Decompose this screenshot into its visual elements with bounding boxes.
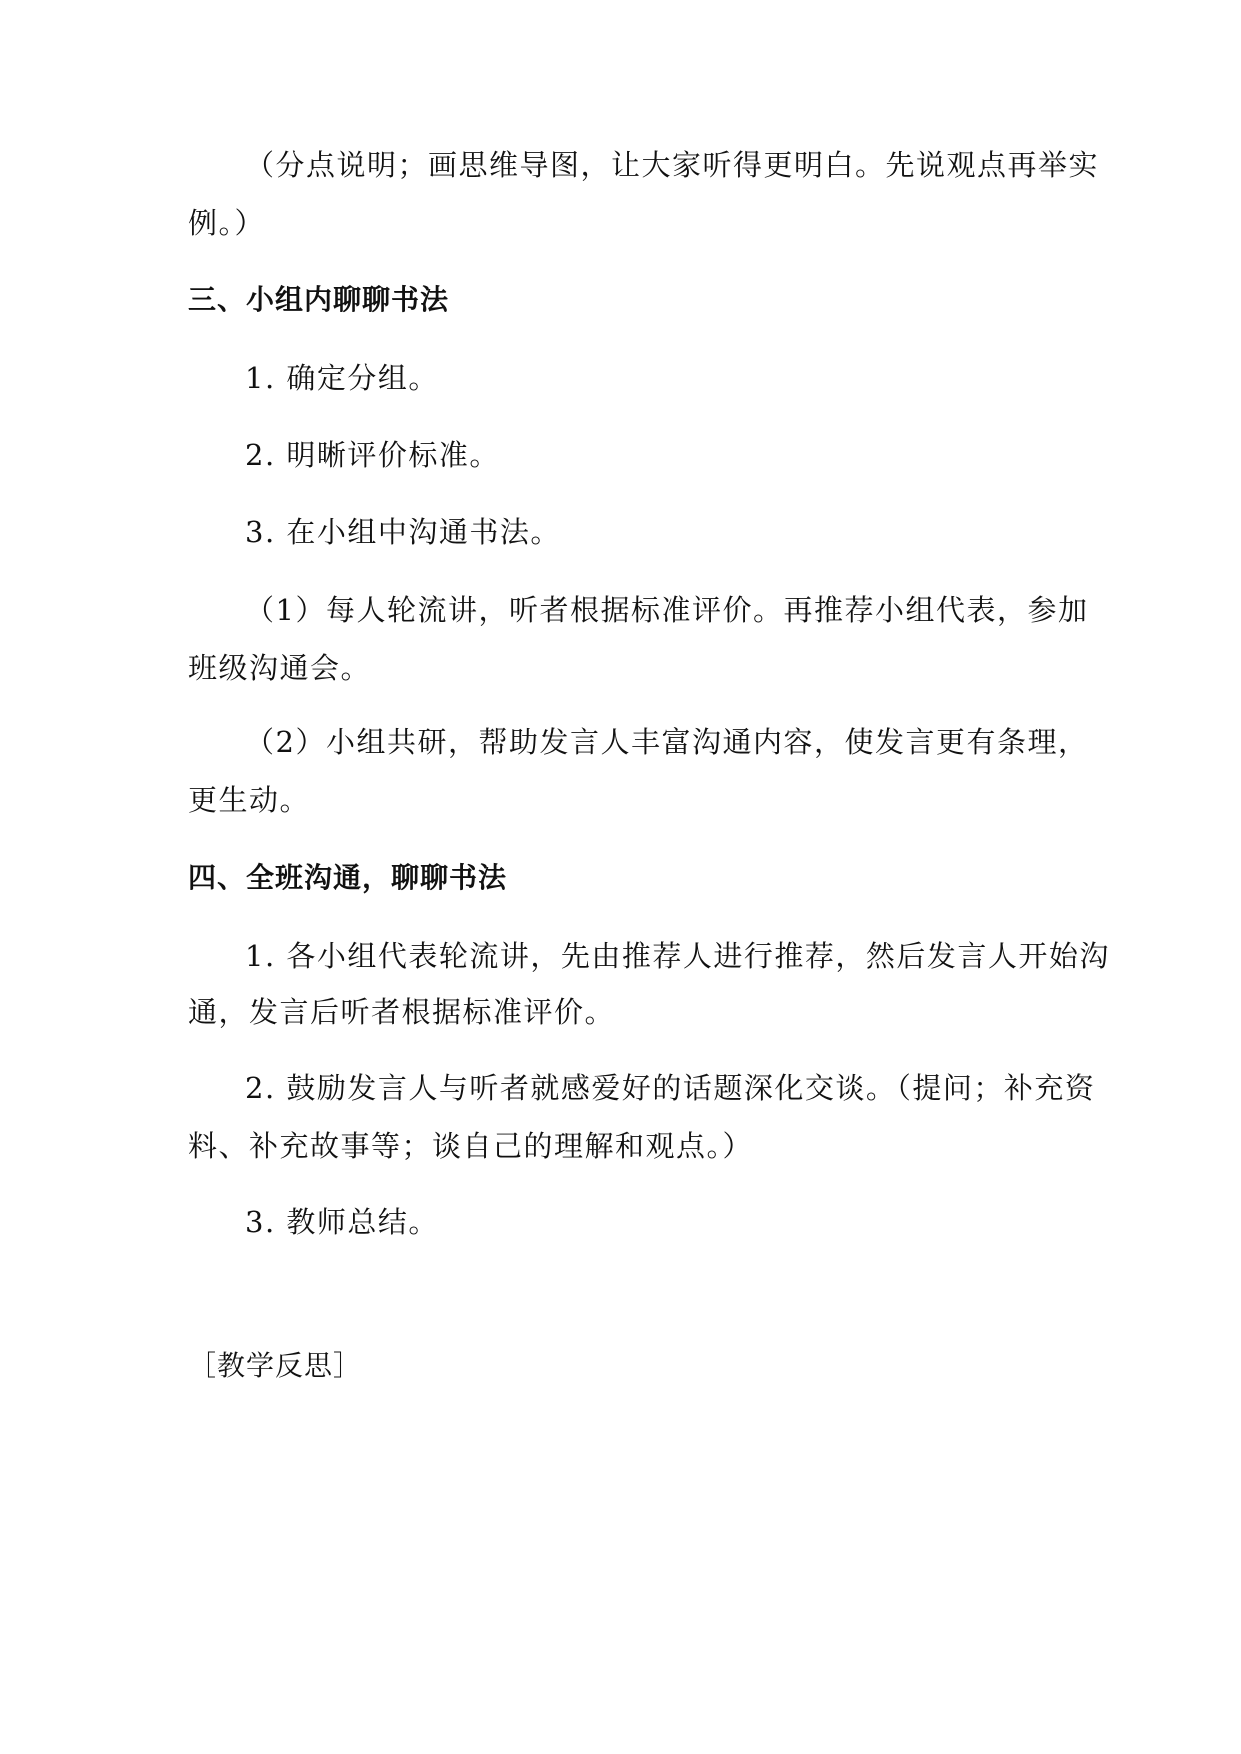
list-item: 3. 在小组中沟通书法。 [245,515,561,549]
paragraph-line: 更生动。 [188,783,311,817]
paragraph-line: 2. 鼓励发言人与听者就感爱好的话题深化交谈。（提问；补充资 [245,1071,1096,1105]
paragraph-line: 例。） [188,206,266,240]
section-heading-3: 三、小组内聊聊书法 [188,283,450,316]
paragraph-line: 1. 各小组代表轮流讲，先由推荐人进行推荐，然后发言人开始沟 [245,939,1110,973]
paragraph-line: 班级沟通会。 [188,651,372,685]
list-item: 3. 教师总结。 [245,1205,439,1239]
paragraph-line: （2）小组共研，帮助发言人丰富沟通内容，使发言更有条理， [245,725,1089,759]
paragraph-line: 料、补充故事等；谈自己的理解和观点。） [188,1129,754,1163]
paragraph-line: （分点说明；画思维导图，让大家听得更明白。先说观点再举实 [245,148,1100,182]
list-item: 1. 确定分组。 [245,361,439,395]
list-item: 2. 明晰评价标准。 [245,438,500,472]
paragraph-line: （1）每人轮流讲，听者根据标准评价。再推荐小组代表，参加 [245,593,1089,627]
section-heading-4: 四、全班沟通，聊聊书法 [188,861,508,894]
reflection-heading: ［教学反思］ [188,1349,363,1382]
paragraph-line: 通，发言后听者根据标准评价。 [188,995,616,1029]
